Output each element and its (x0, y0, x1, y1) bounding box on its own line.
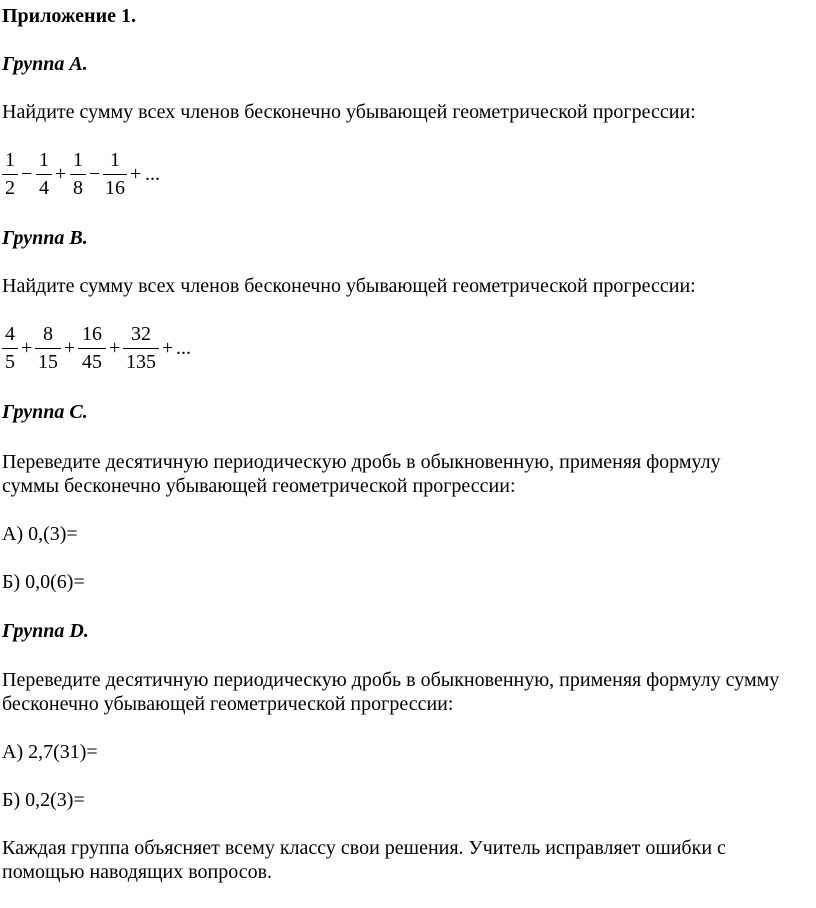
fraction-bar (2, 348, 18, 349)
fraction (78, 322, 106, 374)
group-d-item-b: Б) 0,2(3)= (2, 789, 85, 811)
numerator: 16 (82, 323, 102, 345)
fraction-bar (78, 348, 106, 349)
denominator: 16 (105, 177, 125, 199)
operator: + (130, 163, 142, 185)
denominator: 45 (82, 351, 102, 373)
fraction (36, 148, 52, 200)
numerator: 1 (5, 149, 15, 171)
fraction (35, 322, 61, 374)
group-d-task-line-1: Переведите десятичную периодическую дробь в обыкновенную, применяя формулу сумму (2, 669, 780, 691)
group-a-title: Группа А. (2, 53, 88, 75)
group-b-title: Группа В. (2, 227, 88, 249)
numerator: 1 (73, 149, 83, 171)
denominator: 2 (5, 177, 15, 199)
fraction-bar (70, 174, 86, 175)
operator: + (162, 337, 174, 359)
ellipsis: ... (176, 337, 191, 359)
fraction-bar (123, 348, 159, 349)
operator: − (21, 163, 33, 185)
numerator: 1 (39, 149, 49, 171)
denominator: 8 (73, 177, 83, 199)
numerator: 8 (43, 323, 53, 345)
group-d-item-a: А) 2,7(31)= (2, 741, 98, 763)
denominator: 15 (38, 351, 58, 373)
closing-line-2: помощью наводящих вопросов. (2, 861, 273, 883)
operator: − (89, 163, 101, 185)
numerator: 32 (131, 323, 151, 345)
group-b-task: Найдите сумму всех членов бесконечно убывающей геометрической прогрессии: (2, 275, 696, 297)
group-c-task-line-2: суммы бесконечно убывающей геометрической прогрессии: (2, 475, 516, 497)
group-a-formula (2, 148, 202, 200)
denominator: 5 (5, 351, 15, 373)
denominator: 4 (39, 177, 49, 199)
closing-line-1: Каждая группа объясняет всему классу свои решения. Учитель исправляет ошибки с (2, 837, 726, 859)
page-heading: Приложение 1. (2, 5, 136, 27)
fraction (2, 322, 18, 374)
group-d-title: Группа D. (2, 620, 89, 642)
group-a-task: Найдите сумму всех членов бесконечно убывающей геометрической прогрессии: (2, 101, 696, 123)
operator: + (55, 163, 67, 185)
group-d-task-line-2: бесконечно убывающей геометрической прогрессии: (2, 693, 454, 715)
group-c-task-line-1: Переведите десятичную периодическую дробь в обыкновенную, применяя формулу (2, 451, 721, 473)
fraction (2, 148, 18, 200)
ellipsis: ... (145, 163, 160, 185)
operator: + (21, 337, 33, 359)
fraction-bar (103, 174, 127, 175)
fraction (123, 322, 159, 374)
operator: + (64, 337, 76, 359)
denominator: 135 (126, 351, 156, 373)
group-c-title: Группа С. (2, 401, 88, 423)
group-c-item-a: А) 0,(3)= (2, 523, 78, 545)
fraction (70, 148, 86, 200)
operator: + (109, 337, 121, 359)
fraction (103, 148, 127, 200)
numerator: 1 (110, 149, 120, 171)
group-c-item-b: Б) 0,0(6)= (2, 571, 85, 593)
fraction-bar (36, 174, 52, 175)
fraction-bar (35, 348, 61, 349)
group-b-formula (2, 322, 222, 374)
numerator: 4 (5, 323, 15, 345)
fraction-bar (2, 174, 18, 175)
